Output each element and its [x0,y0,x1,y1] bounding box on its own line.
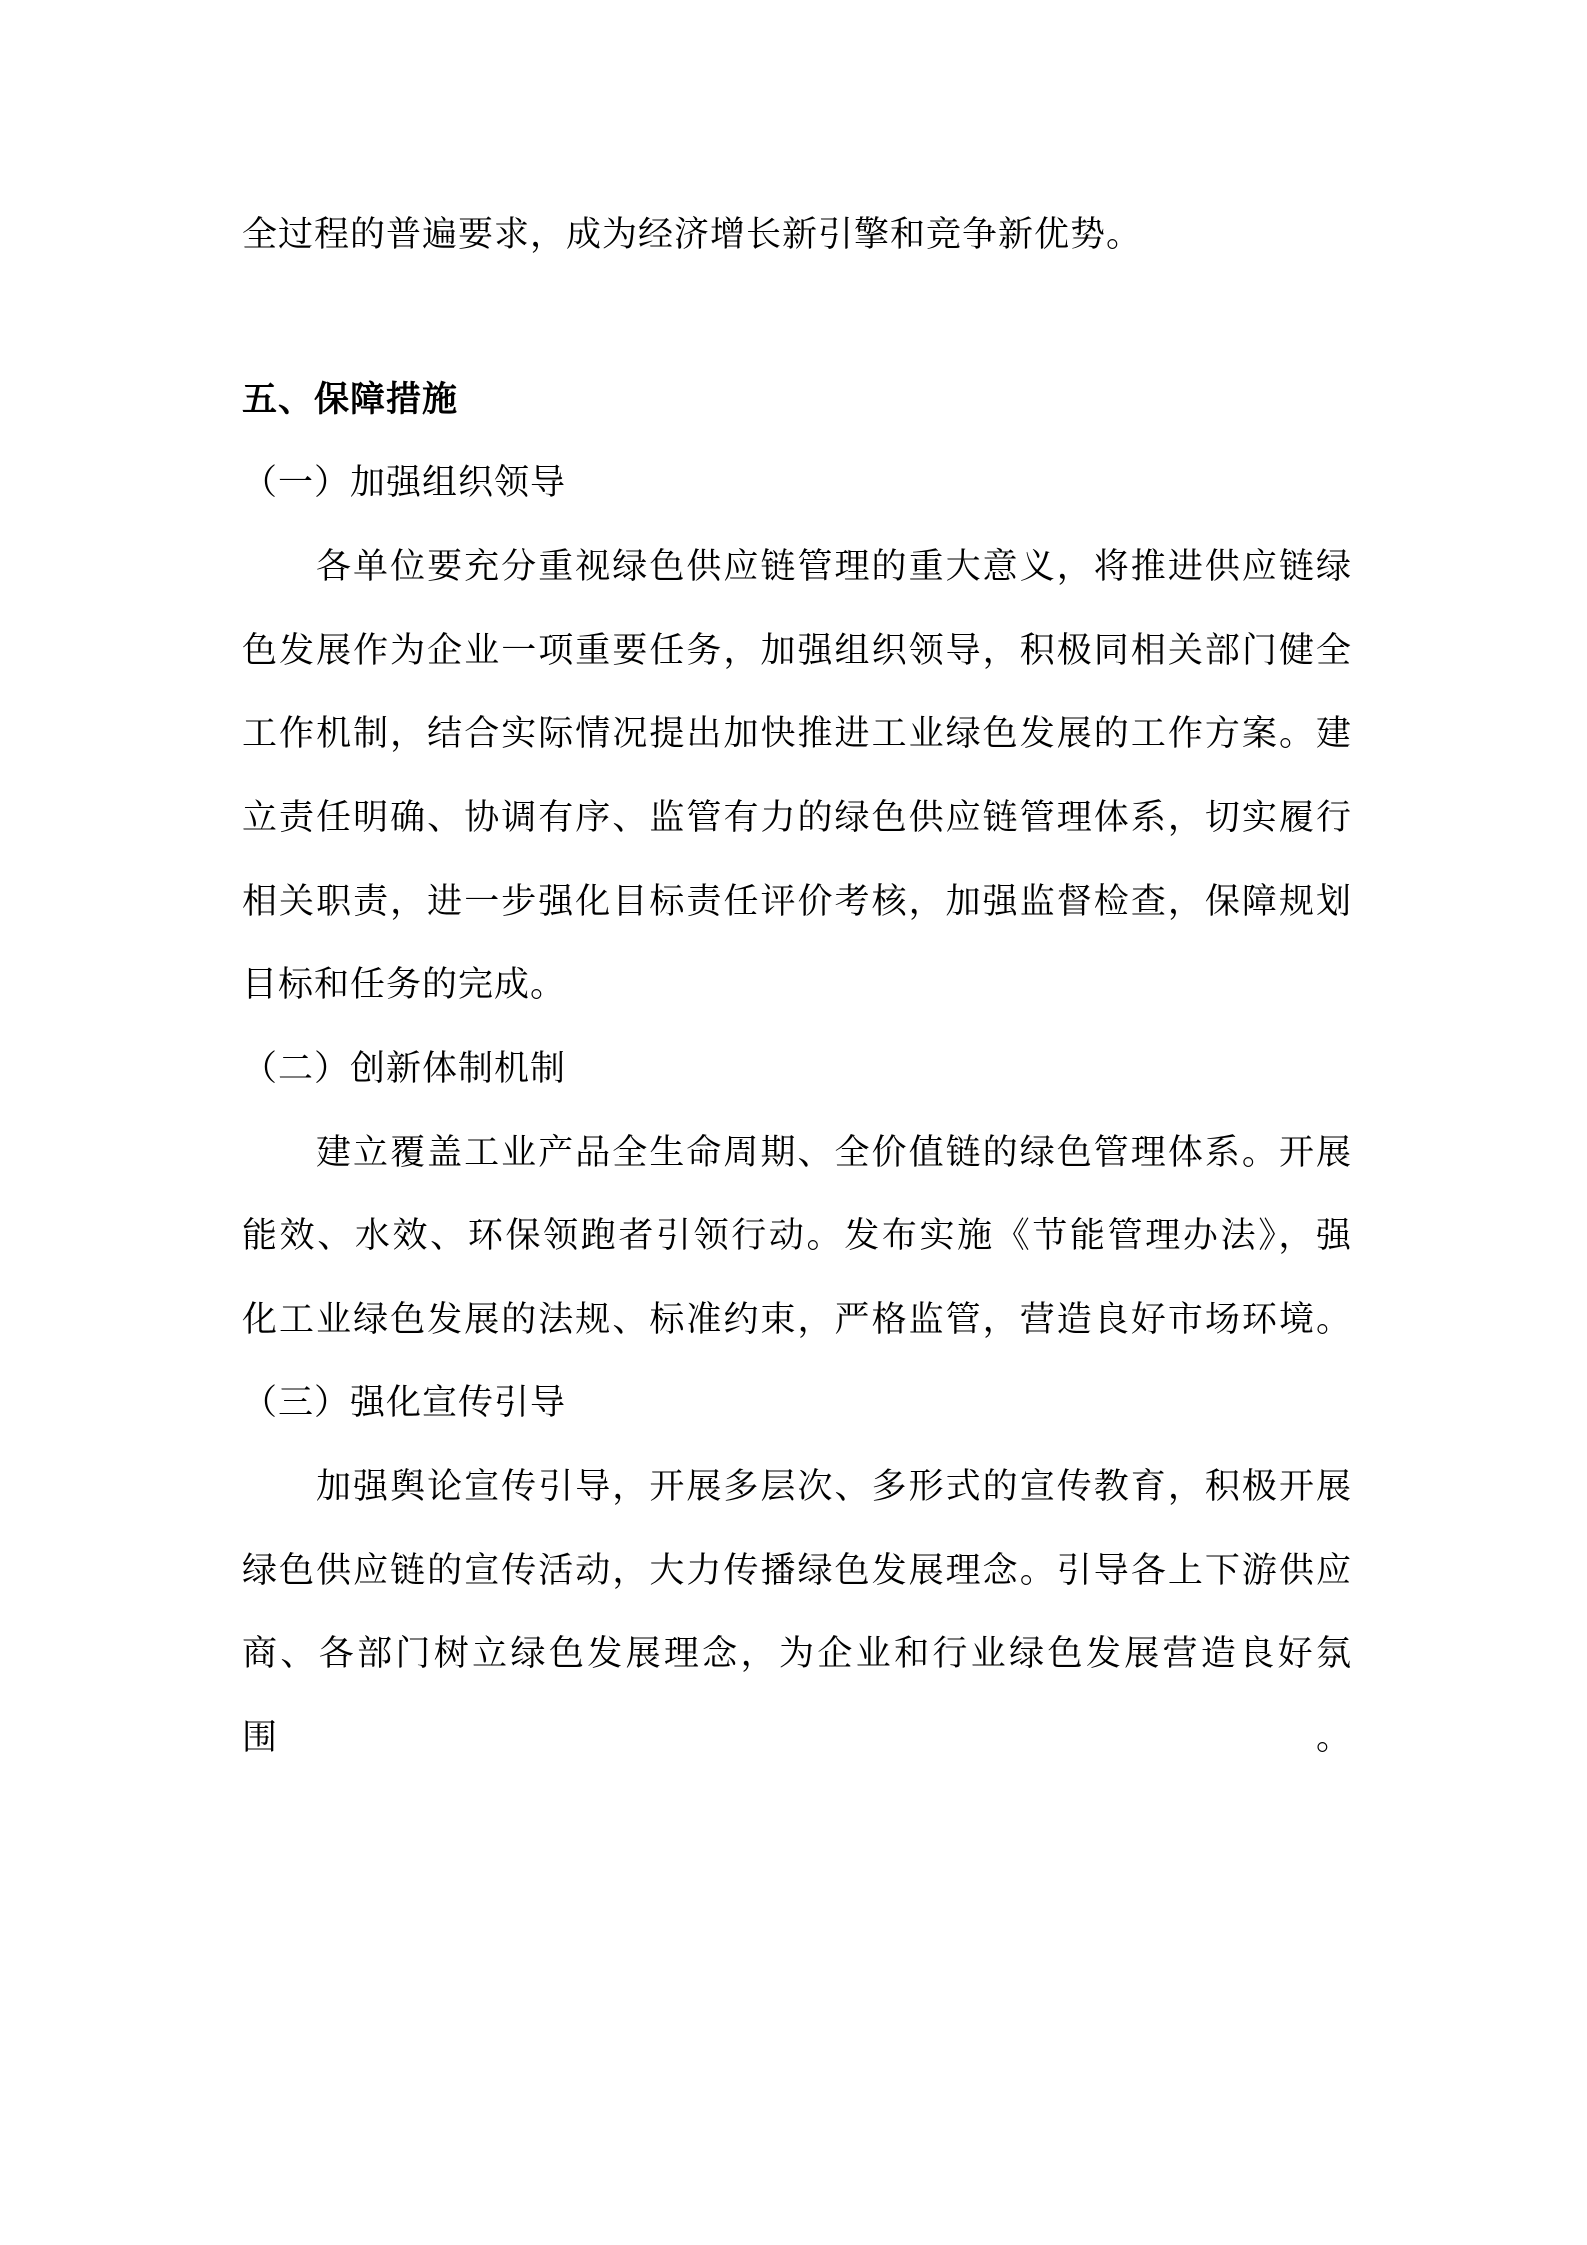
paragraph-line: 加强舆论宣传引导，开展多层次、多形式的宣传教育，积极开展 [316,1467,1352,1507]
paragraph-line: 商、各部门树立绿色发展理念，为企业和行业绿色发展营造良好氛围。 [242,1634,1352,1758]
subsection-title: （一）加强组织领导 [242,463,567,503]
subsection-title: （三）强化宣传引导 [242,1383,567,1423]
paragraph-line: 各单位要充分重视绿色供应链管理的重大意义，将推进供应链绿 [316,547,1352,587]
paragraph-line: 目标和任务的完成。 [242,965,567,1005]
paragraph-line: 绿色供应链的宣传活动，大力传播绿色发展理念。引导各上下游供应 [242,1551,1352,1591]
paragraph-line: 全过程的普遍要求，成为经济增长新引擎和竞争新优势。 [242,215,1143,255]
paragraph-line: 建立覆盖工业产品全生命周期、全价值链的绿色管理体系。开展 [316,1133,1352,1173]
paragraph-line: 能效、水效、环保领跑者引领行动。发布实施《节能管理办法》，强 [242,1216,1352,1256]
paragraph-line: 相关职责，进一步强化目标责任评价考核，加强监督检查，保障规划 [242,882,1352,922]
subsection-title: （二）创新体制机制 [242,1049,567,1089]
paragraph-line: 立责任明确、协调有序、监管有力的绿色供应链管理体系，切实履行 [242,798,1352,838]
section-heading: 五、保障措施 [242,380,459,420]
paragraph-line: 工作机制，结合实际情况提出加快推进工业绿色发展的工作方案。建 [242,714,1352,754]
paragraph-line: 化工业绿色发展的法规、标准约束，严格监管，营造良好市场环境。 [242,1300,1352,1340]
paragraph-line: 色发展作为企业一项重要任务，加强组织领导，积极同相关部门健全 [242,631,1352,671]
